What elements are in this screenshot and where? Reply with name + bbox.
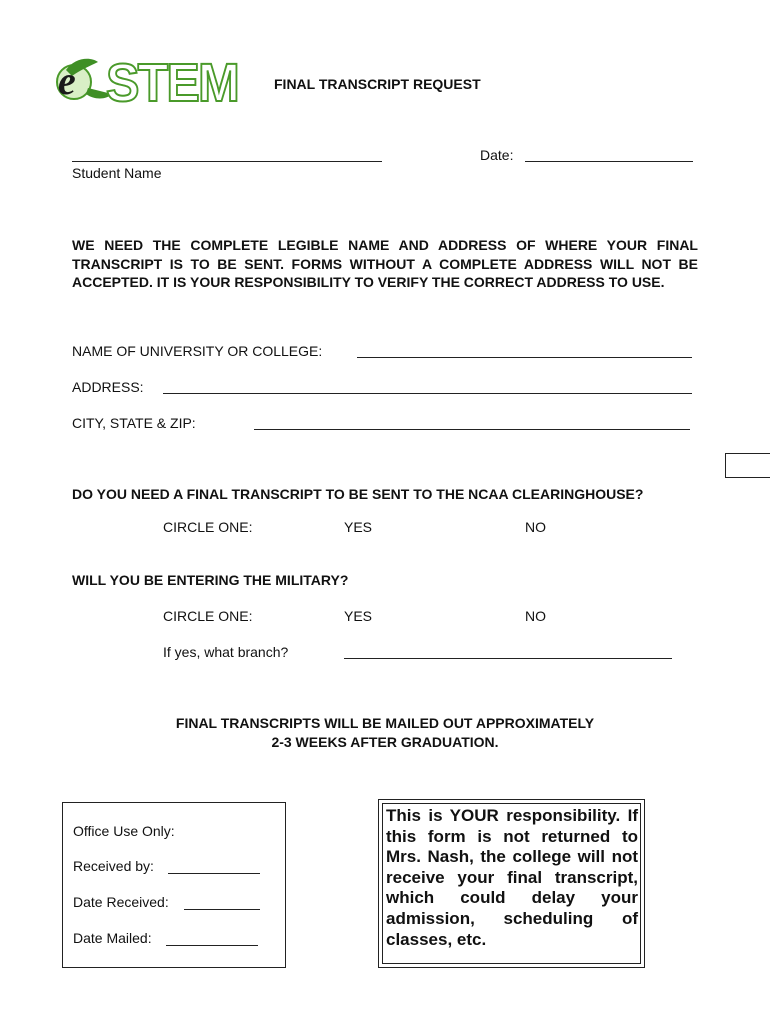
- university-line[interactable]: [357, 357, 692, 358]
- address-line[interactable]: [163, 393, 692, 394]
- ncaa-circle-label: CIRCLE ONE:: [163, 519, 253, 535]
- responsibility-text: This is YOUR responsibility. If this form is not returned to Mrs. Nash, the college will not receive your final transcript, which could delay your admission, scheduling of classes, etc.: [386, 806, 638, 949]
- university-label: NAME OF UNIVERSITY OR COLLEGE:: [72, 343, 323, 359]
- student-name-label: Student Name: [72, 165, 162, 181]
- received-by-label: Received by:: [73, 858, 154, 874]
- date-mailed-line[interactable]: [166, 945, 258, 946]
- form-title: FINAL TRANSCRIPT REQUEST: [274, 76, 481, 92]
- address-notice: WE NEED THE COMPLETE LEGIBLE NAME AND ADDRESS OF WHERE YOUR FINAL TRANSCRIPT IS TO BE SENT. FORMS WITHOUT A COMPLETE ADDRESS WILL NOT BE ACCEPTED. IT IS YOUR RESPONSIBILITY TO VERIFY THE CORRECT ADDRESS TO USE.: [72, 237, 698, 290]
- ncaa-no-option[interactable]: NO: [525, 519, 546, 535]
- estem-logo-graphic: [50, 48, 242, 110]
- svg-text:e: e: [58, 58, 76, 103]
- date-line[interactable]: [525, 161, 693, 162]
- military-circle-label: CIRCLE ONE:: [163, 608, 253, 624]
- address-label: ADDRESS:: [72, 379, 144, 395]
- city-state-zip-line[interactable]: [254, 429, 690, 430]
- mailing-note-line2: 2-3 WEEKS AFTER GRADUATION.: [271, 734, 499, 750]
- office-use-title: Office Use Only:: [73, 823, 175, 839]
- estem-logo: [50, 48, 242, 110]
- military-yes-option[interactable]: YES: [344, 608, 373, 624]
- office-use-box: [62, 802, 286, 968]
- student-name-line[interactable]: [72, 161, 382, 162]
- date-received-label: Date Received:: [73, 894, 169, 910]
- branch-label: If yes, what branch?: [163, 644, 289, 660]
- received-by-line[interactable]: [168, 873, 260, 874]
- margin-box: [725, 453, 770, 478]
- ncaa-yes-option[interactable]: YES: [344, 519, 373, 535]
- mailing-note-line1: FINAL TRANSCRIPTS WILL BE MAILED OUT APPROXIMATELY: [175, 715, 595, 731]
- ncaa-question: DO YOU NEED A FINAL TRANSCRIPT TO BE SENT TO THE NCAA CLEARINGHOUSE?: [72, 486, 644, 502]
- date-label: Date:: [480, 147, 514, 163]
- military-no-option[interactable]: NO: [525, 608, 546, 624]
- svg-text:STEM: STEM: [106, 53, 238, 110]
- military-question: WILL YOU BE ENTERING THE MILITARY?: [72, 572, 349, 588]
- branch-line[interactable]: [344, 658, 672, 659]
- date-received-line[interactable]: [184, 909, 260, 910]
- responsibility-box: [378, 799, 645, 968]
- date-mailed-label: Date Mailed:: [73, 930, 152, 946]
- city-state-zip-label: CITY, STATE & ZIP:: [72, 415, 196, 431]
